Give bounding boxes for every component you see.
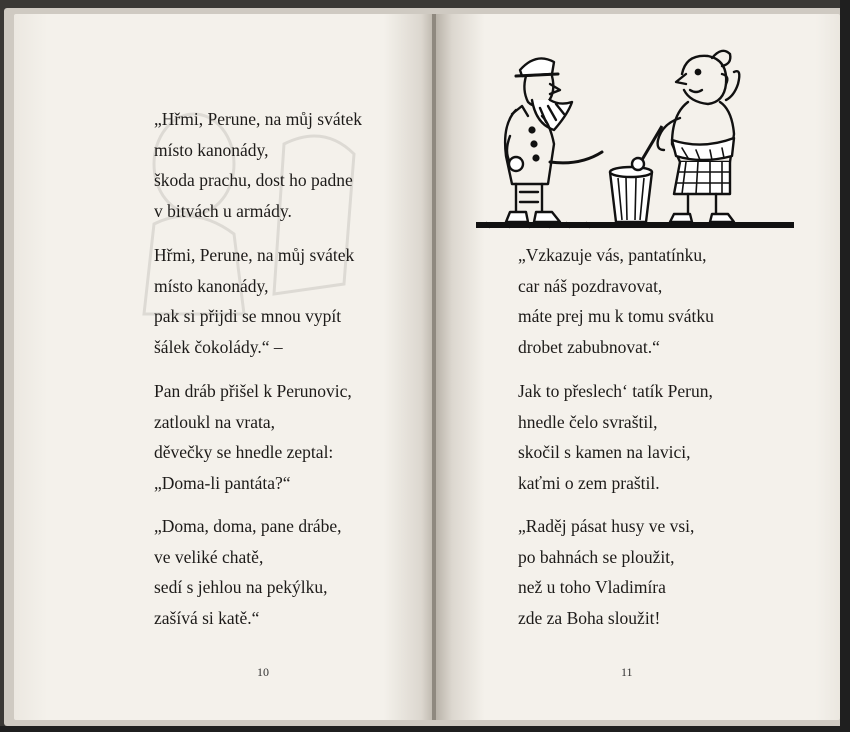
verse-line: pak si přijdi se mnou vypít xyxy=(154,306,342,326)
right-stanza-1 xyxy=(518,240,714,362)
scan-edge-bottom xyxy=(0,726,850,732)
verse-line: máte prej mu k tomu svátku xyxy=(518,306,714,326)
verse-line: než u toho Vladimíra xyxy=(518,577,666,597)
verse-line: „Doma, doma, pane drábe, xyxy=(154,516,342,536)
verse-line: Jak to přeslech‘ tatík Perun, xyxy=(518,381,713,401)
verse-line: děvečky se hnedle zeptal: xyxy=(154,442,334,462)
right-stanza-3 xyxy=(518,511,694,633)
verse-line: car náš pozdravovat, xyxy=(518,275,663,296)
left-stanza-3 xyxy=(154,376,352,498)
page-number-left: 10 xyxy=(257,665,269,679)
left-stanza-4 xyxy=(154,511,342,633)
verse-line: škoda prachu, dost ho padne xyxy=(154,170,353,190)
two-men-with-tub-illustration xyxy=(476,44,794,234)
verse-line: šálek čokolády.“ – xyxy=(154,336,283,357)
verse-line: Pan dráb přišel k Perunovic, xyxy=(154,381,352,401)
left-stanza-1 xyxy=(154,104,362,226)
verse-line: skočil s kamen na lavici, xyxy=(518,442,691,462)
verse-line: zatloukl na vrata, xyxy=(154,411,275,432)
verse-line: místo kanonády, xyxy=(154,275,269,296)
page-number-right: 11 xyxy=(621,665,633,679)
verse-line: zde za Boha sloužit! xyxy=(518,607,661,628)
verse-line: „Raděj pásat husy ve vsi, xyxy=(518,516,695,536)
right-stanza-2 xyxy=(518,376,713,498)
right-page xyxy=(436,14,840,720)
scan-edge-right xyxy=(840,0,850,732)
verse-line: zašívá si katě.“ xyxy=(154,607,260,628)
open-book xyxy=(4,8,846,726)
left-stanza-2 xyxy=(154,240,354,362)
verse-line: Hřmi, Perune, na můj svátek xyxy=(154,245,355,265)
verse-line: „Hřmi, Perune, na můj svátek xyxy=(154,109,363,129)
verse-line: drobet zabubnovat.“ xyxy=(518,336,660,357)
verse-line: ve veliké chatě, xyxy=(154,546,264,567)
verse-line: „Doma-li pantáta?“ xyxy=(154,472,291,493)
left-page xyxy=(14,14,434,720)
verse-line: v bitvách u armády. xyxy=(154,200,292,221)
verse-line: sedí s jehlou na pekýlku, xyxy=(154,577,328,597)
verse-line: místo kanonády, xyxy=(154,139,269,160)
verse-line: po bahnách se ploužit, xyxy=(518,546,675,567)
verse-line: hnedle čelo svraštil, xyxy=(518,411,658,432)
verse-line: „Vzkazuje vás, pantatínku, xyxy=(518,245,707,265)
verse-line: kaťmi o zem praštil. xyxy=(518,472,660,493)
